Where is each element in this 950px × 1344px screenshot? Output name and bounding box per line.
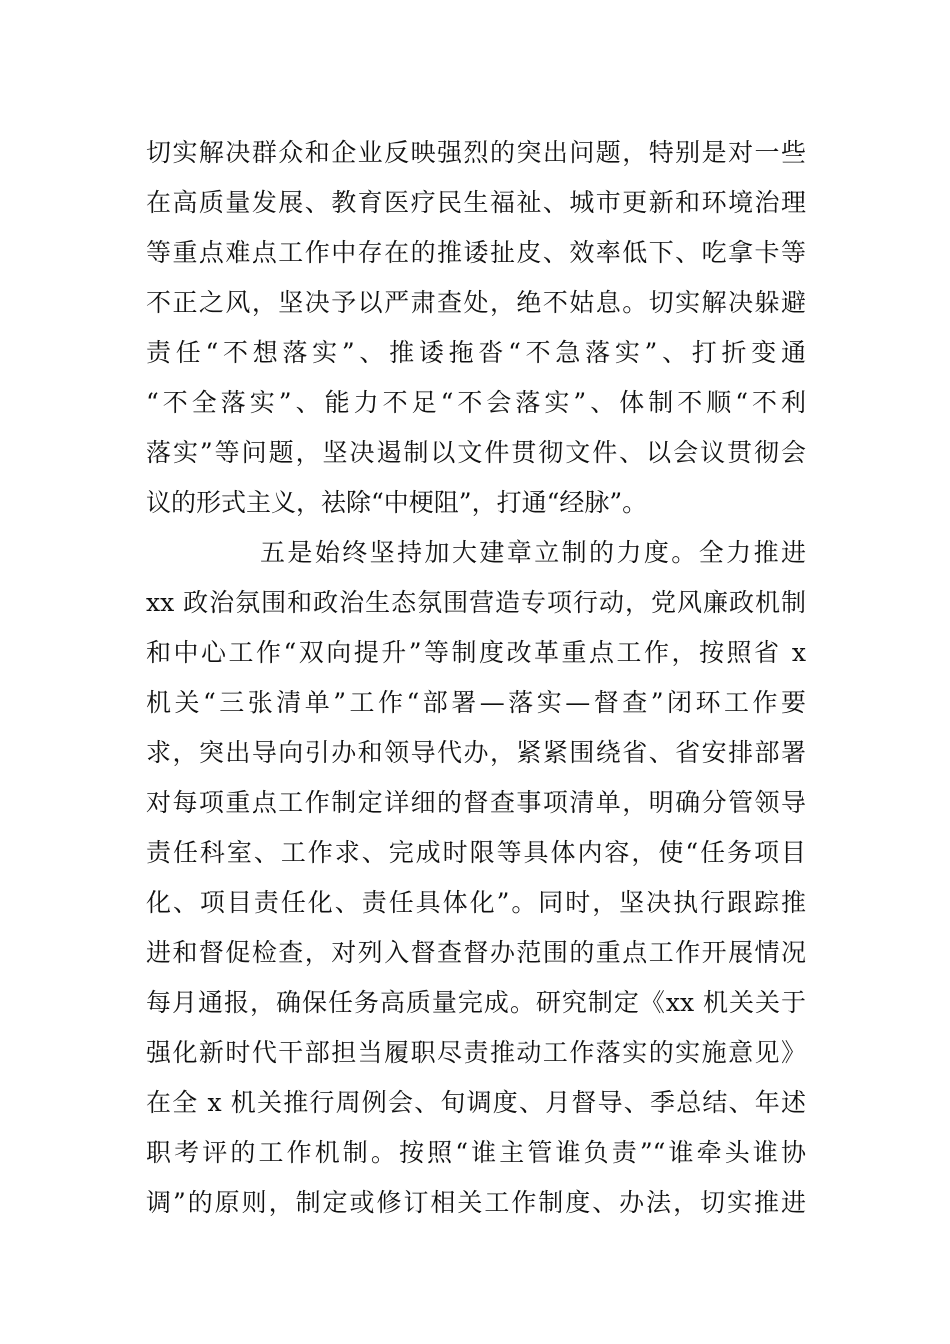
paragraph-1-line-8: 议的形式主义，祛除“中梗阻”，打通“经脉”。 <box>146 488 648 517</box>
paragraph-2-line-12: 在全 x 机关推行周例会、旬调度、月督导、季总结、年述 <box>146 1088 806 1117</box>
paragraph-2-line-9: 进和督促检查，对列入督查督办范围的重点工作开展情况 <box>146 938 806 967</box>
paragraph-1-line-7: 落实”等问题，坚决遏制以文件贯彻文件、以会议贯彻会 <box>146 438 806 467</box>
paragraph-2-line-5: 求，突出导向引办和领导代办，紧紧围绕省、省安排部署 <box>146 738 806 767</box>
paragraph-2-line-2: xx 政治氛围和政治生态氛围营造专项行动，党风廉政机制 <box>146 588 806 617</box>
paragraph-2-line-11: 强化新时代干部担当履职尽责推动工作落实的实施意见》 <box>146 1038 806 1067</box>
paragraph-1-line-2: 在高质量发展、教育医疗民生福祉、城市更新和环境治理 <box>146 188 806 217</box>
paragraph-1-line-1: 切实解决群众和企业反映强烈的突出问题，特别是对一些 <box>146 138 806 167</box>
paragraph-1-line-5: 责任“不想落实”、推诿拖沓“不急落实”、打折变通 <box>146 338 806 367</box>
paragraph-2-line-14: 调”的原则，制定或修订相关工作制度、办法，切实推进 <box>146 1188 806 1217</box>
paragraph-2-line-6: 对每项重点工作制定详细的督查事项清单，明确分管领导 <box>146 788 806 817</box>
paragraph-2-line-3: 和中心工作“双向提升”等制度改革重点工作，按照省 x <box>146 638 806 667</box>
paragraph-1-line-6: “不全落实”、能力不足“不会落实”、体制不顺“不利 <box>146 388 806 417</box>
paragraph-2-line-10: 每月通报，确保任务高质量完成。研究制定《xx 机关关于 <box>146 988 806 1017</box>
paragraph-1-line-4: 不正之风，坚决予以严肃查处，绝不姑息。切实解决躲避 <box>146 288 806 317</box>
paragraph-2-line-7: 责任科室、工作求、完成时限等具体内容，使“任务项目 <box>146 838 806 867</box>
paragraph-1-line-3: 等重点难点工作中存在的推诿扯皮、效率低下、吃拿卡等 <box>146 238 806 267</box>
paragraph-2-line-13: 职考评的工作机制。按照“谁主管谁负责”“谁牵头谁协 <box>146 1138 806 1167</box>
paragraph-2-line-8: 化、项目责任化、责任具体化”。同时，坚决执行跟踪推 <box>146 888 806 917</box>
paragraph-2-line-4: 机关“三张清单”工作“部署—落实—督查”闭环工作要 <box>146 688 806 717</box>
paragraph-2-line-1: 五是始终坚持加大建章立制的力度。全力推进 <box>260 538 806 567</box>
